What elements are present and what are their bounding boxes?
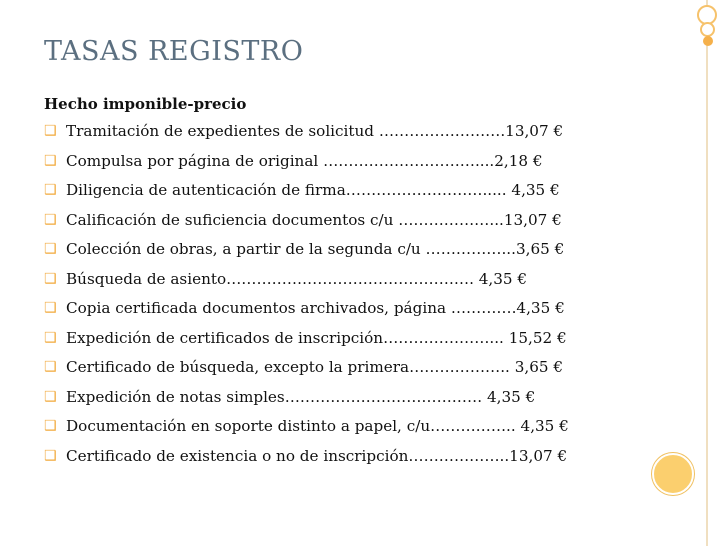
fee-list — [44, 122, 569, 476]
list-item — [44, 152, 569, 182]
list-item — [44, 122, 569, 152]
list-item-text: Tramitación de expedientes de solicitud …………………….13,07 € — [66, 122, 564, 140]
bullet-icon: ❑ — [44, 447, 57, 464]
list-item-text: Copia certificada documentos archivados, página ………….4,35 € — [66, 299, 565, 317]
list-item — [44, 358, 569, 388]
bullet-icon: ❑ — [44, 359, 57, 375]
list-item — [44, 388, 569, 418]
decorative-dot-icon — [703, 36, 713, 46]
decorative-circle-icon — [700, 22, 715, 37]
bullet-icon: ❑ — [44, 123, 57, 139]
list-item — [44, 417, 569, 447]
list-item — [44, 240, 569, 270]
list-item-text: Colección de obras, a partir de la segunda c/u ……………...3,65 € — [66, 240, 565, 258]
list-item-text: Expedición de notas simples………………………………… 4,35 € — [66, 387, 536, 406]
list-item — [44, 211, 569, 241]
list-item-text: Compulsa por página de original …………………………....2,18 € — [66, 151, 543, 170]
list-item-text: Certificado de búsqueda, excepto la primera……………….. 3,65 € — [66, 358, 564, 376]
bullet-icon: ❑ — [44, 211, 57, 228]
bullet-icon: ❑ — [44, 300, 57, 316]
bullet-icon: ❑ — [44, 270, 57, 287]
bullet-icon: ❑ — [44, 182, 57, 198]
bullet-icon: ❑ — [44, 388, 57, 405]
list-item — [44, 299, 569, 329]
list-item — [44, 181, 569, 211]
list-item-text: Calificación de suficiencia documentos c/u ………………...13,07 € — [66, 210, 562, 229]
slide-subtitle: Hecho imponible-precio — [44, 95, 247, 113]
bullet-icon: ❑ — [44, 152, 57, 169]
list-item-text: Búsqueda de asiento…………………………………………. 4,35 € — [66, 269, 528, 288]
list-item-text: Diligencia de autenticación de firma………………………..... 4,35 € — [66, 181, 560, 199]
vertical-rule — [706, 0, 708, 546]
decorative-circle-icon — [652, 453, 694, 495]
list-item — [44, 270, 569, 300]
list-item — [44, 447, 569, 477]
slide-title: TASAS REGISTRO — [44, 36, 304, 67]
list-item-text: Certificado de existencia o no de inscripción………………..13,07 € — [66, 446, 568, 465]
list-item-text: Expedición de certificados de inscripción…………………... 15,52 € — [66, 328, 567, 347]
bullet-icon: ❑ — [44, 418, 57, 434]
list-item-text: Documentación en soporte distinto a papel, c/u…………….. 4,35 € — [66, 417, 569, 435]
list-item — [44, 329, 569, 359]
bullet-icon: ❑ — [44, 329, 57, 346]
bullet-icon: ❑ — [44, 241, 57, 257]
